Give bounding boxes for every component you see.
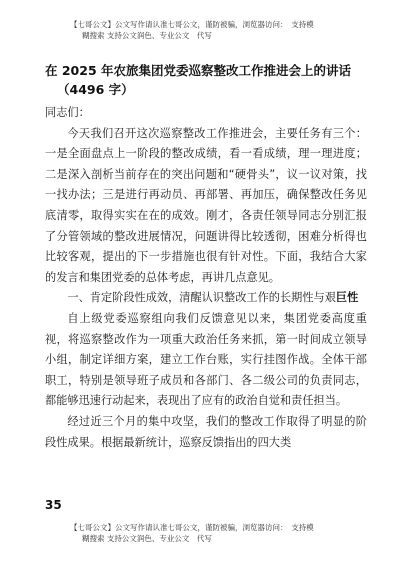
header-watermark-note bbox=[70, 19, 380, 41]
header-line-2: 糊搜索 支持公文润色、专业公文 代写 bbox=[82, 31, 212, 40]
footer-line-2: 糊搜索 支持公文润色、专业公文 代写 bbox=[82, 534, 212, 543]
section-heading-1-main: 一、肯定阶段性成效，清醒认识整改工作的长期性与艰 bbox=[67, 291, 336, 305]
section-heading-1-tail: 巨性 bbox=[335, 291, 359, 305]
document-title bbox=[45, 61, 375, 99]
footer-watermark-note bbox=[70, 522, 380, 544]
document-body bbox=[45, 103, 367, 453]
paragraph-2: 自上级党委巡察组向我们反馈意见以来，集团党委高度重视，将巡察整改作为一项重大政治任务来抓，第一时间成立领导小组，制定详细方案，建立工作台账，实行挂图作战。全体干部职工，特别是领导班子成员和各部门、各二级公司的负责同志，都能够迅速行动起来，表现出了应有的政治自觉和责任担当。 bbox=[45, 311, 367, 408]
title-main: 在 2025 年农旅集团党委巡察整改工作推进会上的讲话 bbox=[45, 63, 351, 78]
salutation: 同志们： bbox=[45, 106, 90, 119]
paragraph-1: 今天我们召开这次巡察整改工作推进会，主要任务有三个：一是全面盘点上一阶段的整改成绩，看一看成绩，理一理进度；二是深入剖析当前存在的突出问题和“硬骨头”，议一议对策，找一找办法；三是进行再动员、再部署、再加压，确保整改任务见底清零，取得实实在在的成效。刚才，各责任领导同志分别汇报了分管领域的整改进展情况，问题讲得比较透彻，困难分析得也比较客观，提出的下一步措施也很有针对性。下面，我结合大家的发言和集团党委的总体考虑，再讲几点意见。 bbox=[45, 126, 367, 284]
page-number: 35 bbox=[45, 498, 62, 512]
paragraph-3: 经过近三个月的集中攻坚，我们的整改工作取得了明显的阶段性成果。根据最新统计，巡察反馈指出的四大类 bbox=[45, 414, 367, 449]
header-line-1: 【七哥公文】公文写作请认准七哥公文，谨防被骗，浏览器访问： 支持模 bbox=[70, 20, 314, 29]
title-word-count: （4496 字） bbox=[57, 82, 134, 97]
section-heading-1 bbox=[45, 288, 367, 309]
footer-line-1: 【七哥公文】公文写作请认准七哥公文，谨防被骗，浏览器访问： 支持模 bbox=[70, 523, 314, 532]
